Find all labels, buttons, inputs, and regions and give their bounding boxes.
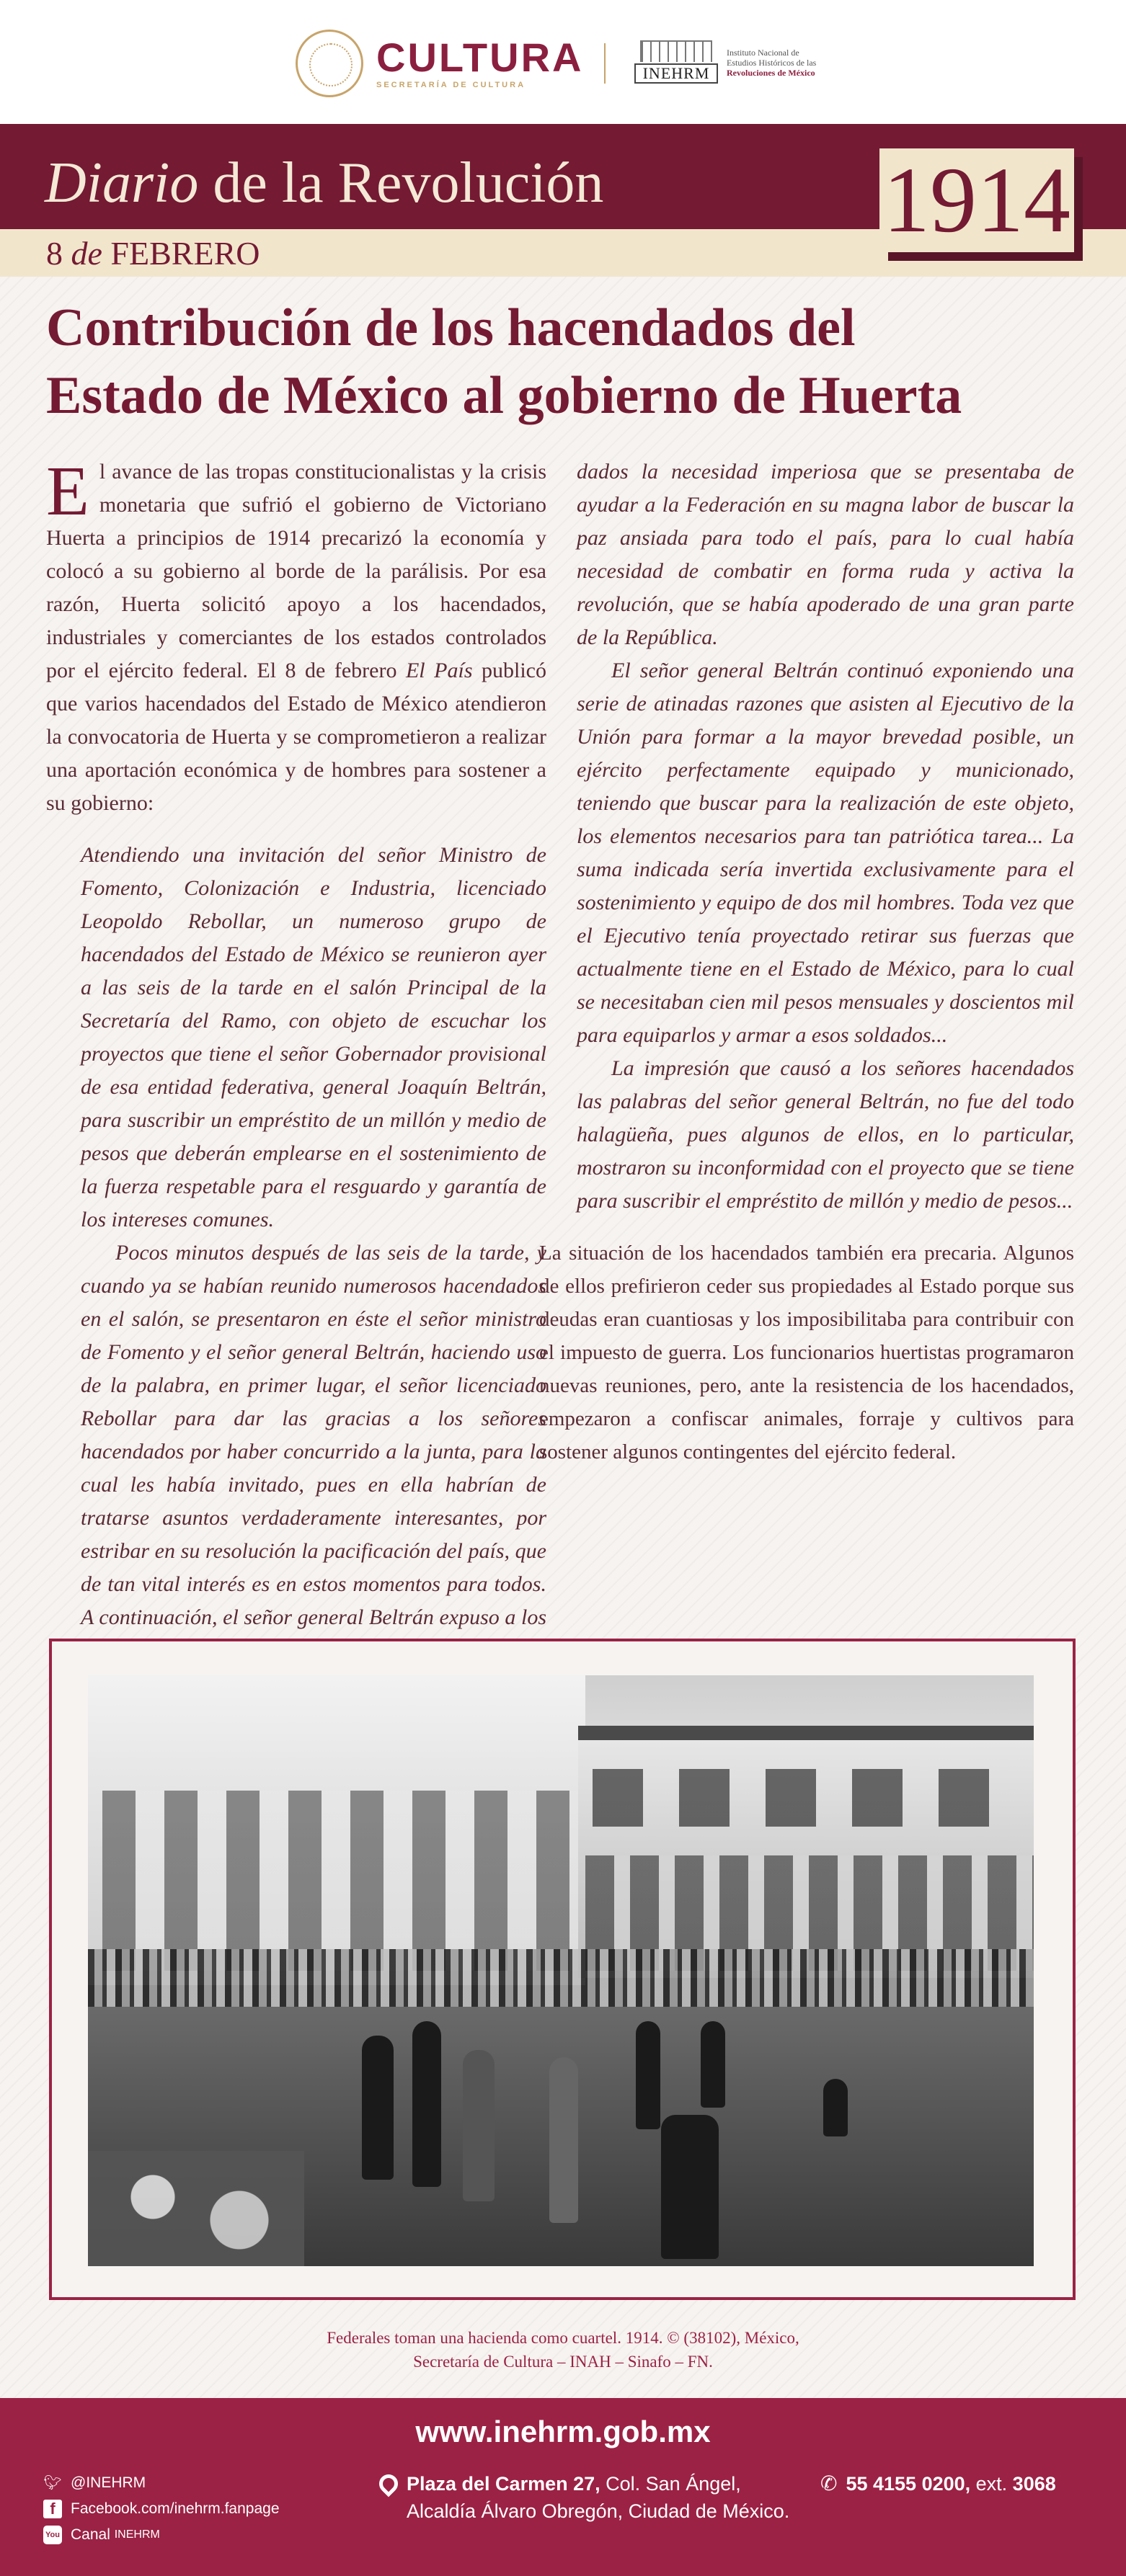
closing-paragraph: La situación de los hacendados también era precaria. Algunos de ellos prefirieron ceder sus propiedades al Estado porque sus deudas eran cuantiosas y los imposibilitaba para contribuir con el impuesto de guerra. Los funcionarios huertistas programaron nuevas reuniones, pero, ante la resistencia de los hacendados, empezaron a confiscar animales, forraje y cultivos para sostener algunos contingentes del ejército federal. <box>539 1242 1074 1463</box>
location-pin-icon <box>376 2471 402 2497</box>
caption-line: Federales toman una hacienda como cuartel. 1914. © (38102), México, <box>327 2329 799 2347</box>
phone-ext: 3068 <box>1012 2473 1056 2495</box>
inehrm-logo <box>634 40 816 85</box>
inehrm-description <box>727 48 816 78</box>
quote-paragraph: Pocos minutos después de las seis de la tarde, y cuando ya se habían reunido numerosos hacendados en el salón, se presentaron en éste el señor ministro de Fomento y el señor general Beltrán, haciendo uso de la palabra, en primer lugar, el señor licenciado Rebollar para dar las gracias a los señores hacendados por haber concurrido a la junta, para la cual les había invitado, pues en ella habrían de tratarse asuntos verdaderamente interesantes, por estribar en su resolución la pacificación del país, que de tan vital interés es en estos momentos para todos. A continuación, el señor general Beltrán expuso a los <box>81 1241 546 1629</box>
photo-figure <box>661 2115 719 2259</box>
date-day: 8 <box>46 235 63 272</box>
photo-figure <box>412 2021 441 2187</box>
address-line <box>407 2470 789 2497</box>
social-links <box>43 2470 280 2558</box>
publication-date <box>46 232 260 275</box>
youtube-icon: You Tube <box>43 2526 62 2544</box>
headline-line: Estado de México al gobierno de Huerta <box>46 366 962 425</box>
quote-paragraph: El señor general Beltrán continuó exponiendo una serie de atinadas razones que asisten al Ejecutivo de la Unión para formar a la mayor brevedad posible, un ejército perfectamente equipado y municionado, teniendo que buscar para la realización de este objeto, los elementos necesarios para tan patriótica tarea... La suma indicada sería invertida exclusivamente para el sostenimiento y equipo de dos mil hombres. Toda vez que el Ejecutivo tenía proyectado retirar sus fuerzas que actualmente tiene en el Estado de México, para lo cual se necesitaban cien mil pesos mensuales y doscientos mil para equiparlos y armar a esos soldados... <box>577 659 1074 1047</box>
quote-paragraph-continued: dados la necesidad imperiosa que se presentaba de ayudar a la Federación en su magna labor de buscar la paz ansiada para todo el país, para lo cual había necesidad de combatir en forma ruda y activa la revolución, que se había apoderado de una gran parte de la República. <box>577 460 1074 649</box>
cultura-logo <box>296 27 583 99</box>
quote-paragraph: La impresión que causó a los señores hacendados las palabras del señor general Beltrán, no fue del todo halagüeña, pues algunos de ellos, en lo particular, mostraron su inconformidad con el proyecto que se tiene para suscribir el empréstito de millón y medio de pesos... <box>577 1056 1074 1213</box>
photo-figure <box>463 2050 495 2201</box>
series-title-italic: Diario <box>45 151 199 215</box>
cultura-text <box>376 37 583 89</box>
photo-arcade-left <box>102 1791 578 1971</box>
photo-caption <box>0 2326 1126 2374</box>
year-badge: 1914 <box>879 148 1074 252</box>
website-link[interactable]: www.inehrm.gob.mx <box>415 2415 711 2448</box>
series-title-rest: de la Revolución <box>198 151 604 215</box>
headline-line: Contribución de los hacendados del <box>46 298 856 357</box>
inehrm-desc-bold: Revoluciones de México <box>727 68 815 78</box>
facebook-link[interactable] <box>43 2496 280 2522</box>
photo-rubble <box>88 2151 304 2266</box>
youtube-channel: INEHRM <box>114 2528 160 2541</box>
facebook-url: Facebook.com/inehrm.fanpage <box>71 2500 280 2517</box>
inehrm-desc-line <box>727 68 816 78</box>
article-headline <box>46 294 1084 429</box>
twitter-link[interactable] <box>43 2470 280 2496</box>
facebook-icon: f <box>43 2500 62 2518</box>
address-text <box>407 2470 789 2525</box>
date-de: de <box>71 235 102 272</box>
twitter-icon: 🐦︎ <box>43 2475 62 2491</box>
drop-cap: E <box>46 453 89 530</box>
caption-line: Secretaría de Cultura – INAH – Sinafo – FN. <box>413 2353 713 2371</box>
inehrm-desc-line: Estudios Históricos de las <box>727 58 817 68</box>
youtube-link[interactable] <box>43 2522 280 2558</box>
intro-text-a: l avance de las tropas constitucionalistas y la crisis monetaria que sufrió el gobierno de Victoriano Huerta a principios de 1914 precarizó la economía y colocó a su gobierno al borde de la parálisis. Por esa razón, Huerta solicitó apoyo a los hacendados, industriales y comerciantes de los estados controlados por el ejército federal. El 8 de febrero <box>46 460 546 682</box>
photo-figure <box>701 2021 725 2108</box>
phone-number: 55 4155 0200, <box>846 2473 971 2495</box>
photo-windows <box>593 1769 1025 1827</box>
intro-text-b: publicó que varios hacendados del Estado de México atendieron la convocatoria de Huerta y se comprometieron a realizar una aportación económica y de hombres para sostener a su gobierno: <box>46 659 546 815</box>
phone-icon: ✆ <box>820 2472 838 2495</box>
logo-divider <box>604 43 606 84</box>
quote-paragraph: Atendiendo una invitación del señor Ministro de Fomento, Colonización e Industria, licenciado Leopoldo Rebollar, un numeroso grupo de hacendados del Estado de México se reunieron ayer a las seis de la tarde en el salón Principal de la Secretaría del Ramo, con objeto de escuchar los proyectos que tiene el señor Gobernador provisional de esa entidad federativa, general Joaquín Beltrán, para suscribir un empréstito de un millón y medio de pesos que deberán emplearse en el sostenimiento de la fuerza respetable para el resguardo y garantía de los intereses comunes. <box>81 843 546 1231</box>
inehrm-desc-line: Instituto Nacional de <box>727 48 799 58</box>
address-block <box>379 2470 789 2525</box>
photo-crowd <box>88 1949 1034 2007</box>
intro-paragraph <box>46 455 546 820</box>
phone-ext-label: ext. <box>970 2473 1013 2495</box>
inehrm-mark <box>634 40 718 85</box>
address-line: Alcaldía Álvaro Obregón, Ciudad de México. <box>407 2500 790 2522</box>
photo-figure <box>823 2079 848 2136</box>
address-bold: Plaza del Carmen 27, <box>407 2473 600 2495</box>
cultura-subtitle: SECRETARÍA DE CULTURA <box>376 81 526 89</box>
date-month: FEBRERO <box>110 235 260 272</box>
twitter-handle: @INEHRM <box>71 2474 146 2491</box>
article-column-left <box>46 455 546 1667</box>
youtube-prefix: Canal <box>71 2526 110 2543</box>
photo-figure <box>549 2057 578 2223</box>
address-rest: Col. San Ángel, <box>600 2473 741 2495</box>
inehrm-wordmark: INEHRM <box>634 63 718 84</box>
phone-block[interactable] <box>820 2470 1056 2497</box>
photo-figure <box>362 2036 394 2180</box>
historical-photo <box>88 1675 1034 2266</box>
article-column-right <box>539 455 1074 1469</box>
cultura-word: CULTURA <box>376 35 584 80</box>
seal-icon <box>296 30 363 97</box>
newspaper-name: El País <box>405 659 473 682</box>
building-icon <box>640 40 712 62</box>
series-title <box>45 147 603 219</box>
photo-figure <box>636 2021 660 2129</box>
